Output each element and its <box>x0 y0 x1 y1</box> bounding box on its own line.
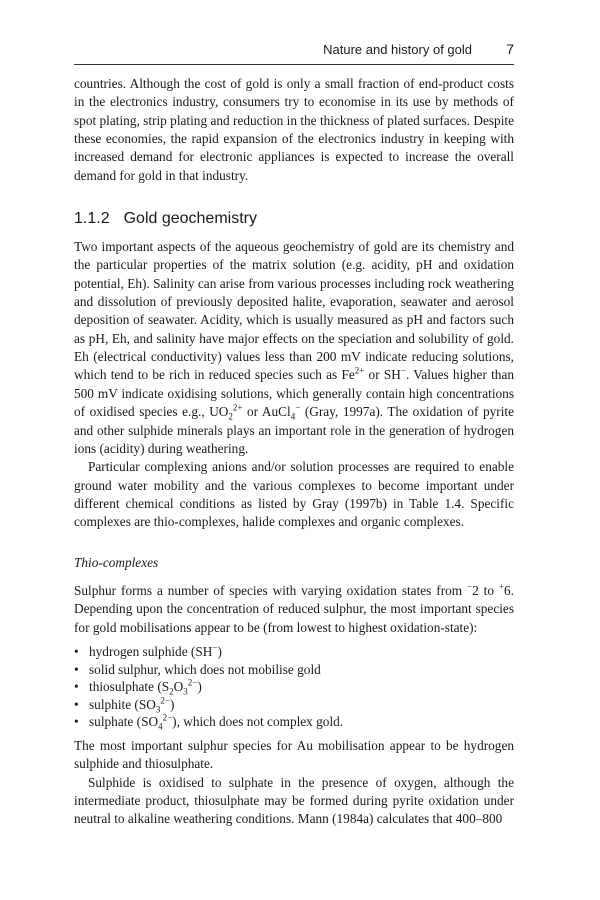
geochemistry-paragraph-1: Two important aspects of the aqueous geochemistry of gold are its chemistry and the particular properties of the matrix solution (e.g. acidity, pH and oxidation potential, Eh). Salinity can arise from various processes including rock weathering and dissolution of previously deposited halite, evaporation, seawater and aerosol deposition of seawater. Acidity, which is usually measured as pH and factors such as pH, Eh, and salinity have major effects on the speciation and solubility of gold. Eh (electrical conductivity) values less than 200 mV indicate reducing solutions, which tend to be rich in reduced species such as $Fe^{2+}$ or SH−. Values higher than 500 mV indicate oxidising solutions, which generally contain high concentrations of oxidised species e.g., $UO_2^{2+}$ or AuCl$_4$− (Gray, 1997a). The oxidation of pyrite and other sulphide minerals plays an important role in the generation of hydrogen ions (acidity) during weathering. <box>74 239 514 456</box>
section-number: 1.1.2 <box>74 210 110 228</box>
header-rule <box>74 64 514 65</box>
list-item: • sulphite $(SO_3^{2-})$ <box>74 696 514 714</box>
intro-paragraph: countries. Although the cost of gold is only a small fraction of end-product costs in the electronics industry, consumers try to economise in its use by methods of spot plating, strip plating and reduction in the thickness of plated surfaces. Despite these economies, the rapid expansion of the electronics industry in keeping with increased demand for electronic appliances is expected to increase the overall demand for gold in that industry. <box>74 76 514 183</box>
running-header <box>74 41 514 57</box>
thio-paragraph: Sulphur forms a number of species with varying oxidation states from −2 to +6. Depending upon the concentration of reduced sulphur, the most important species for gold mobilisations appear to be (from lowest to highest oxidation-state): <box>74 581 514 635</box>
running-title: Nature and history of gold <box>323 42 472 57</box>
section-title: Gold geochemistry <box>123 210 257 228</box>
after-list-paragraph-1: The most important sulphur species for Au mobilisation appear to be hydrogen sulphide and thiosulphate. <box>74 737 514 772</box>
page-body <box>74 75 514 829</box>
geochemistry-paragraph-2: Particular complexing anions and/or solution processes are required to enable ground water mobility and the various complexes to become important under different chemical conditions as listed by Gray (1997b) in Table 1.4. Specific complexes are thio-complexes, halide complexes and organic complexes. <box>74 459 514 530</box>
section-heading <box>74 209 514 229</box>
subheading-thio-complexes: Thio-complexes <box>74 554 159 570</box>
list-item: • sulphate $(SO_4^{2-})$, which does not complex gold. <box>74 713 514 731</box>
sulphur-species-list <box>74 643 514 731</box>
list-item: • hydrogen sulphide (SH−) <box>74 643 514 661</box>
page-number: 7 <box>506 41 514 57</box>
after-list-paragraph-2: Sulphide is oxidised to sulphate in the presence of oxygen, although the intermediate product, thiosulphate may be formed during pyrite oxidation under neutral to alkaline weathering conditions. Mann (1984a) calculates that 400–800 <box>74 774 514 827</box>
list-item: • solid sulphur, which does not mobilise gold <box>74 661 514 679</box>
list-item: • thiosulphate $(S_2O_3^{2-})$ <box>74 678 514 696</box>
